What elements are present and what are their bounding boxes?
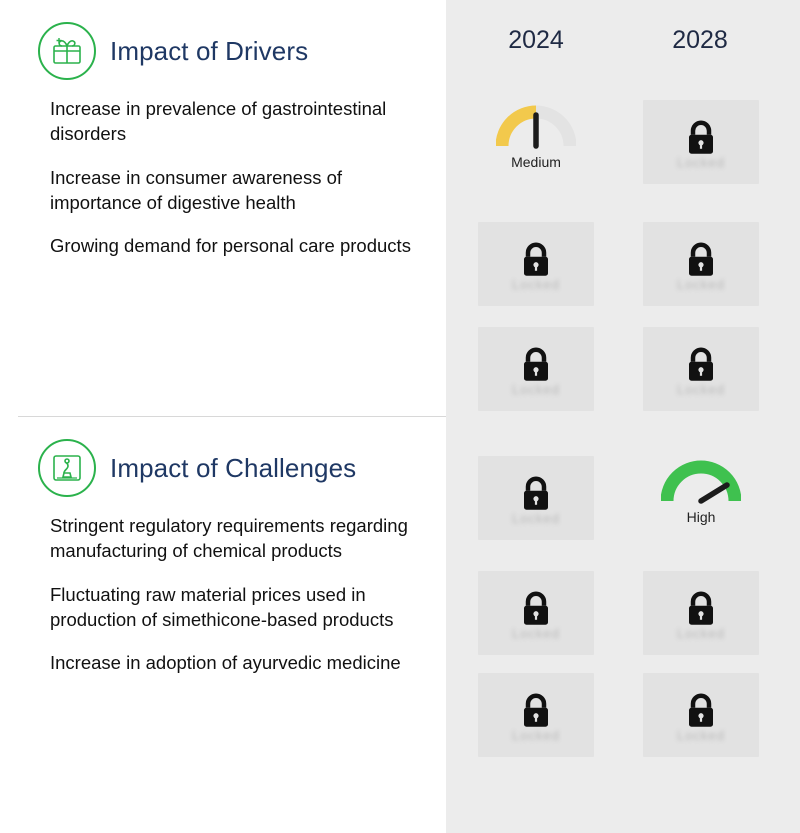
cell-drivers-r3-2024[interactable]: [478, 327, 594, 411]
cell-challenges-r1-2028: [643, 459, 759, 543]
cell-drivers-r3-2028[interactable]: [643, 327, 759, 411]
gauge-high-2028: [643, 459, 759, 543]
locked-placeholder-text: Locked: [677, 277, 725, 292]
driver-bullet-1: Increase in prevalence of gastrointestinal disorders: [50, 98, 387, 145]
locked-placeholder-text: Locked: [512, 511, 560, 526]
locked-value-box[interactable]: [478, 673, 594, 757]
locked-value-box[interactable]: [643, 571, 759, 655]
locked-placeholder-text: Locked: [677, 626, 725, 641]
section-drivers-header: [0, 0, 446, 80]
section-challenges-title: Impact of Challenges: [110, 452, 357, 483]
cell-drivers-r1-2028[interactable]: [643, 100, 759, 184]
challenge-bullet-2: Fluctuating raw material prices used in production of simethicone-based products: [50, 583, 394, 631]
gauge-label-medium: Medium: [511, 154, 561, 170]
locked-value-box[interactable]: [478, 222, 594, 306]
driver-bullet-3: Growing demand for personal care products: [50, 235, 411, 257]
cell-challenges-r2-2028[interactable]: [643, 571, 759, 655]
locked-value-box[interactable]: [643, 222, 759, 306]
locked-value-box[interactable]: [478, 327, 594, 411]
locked-placeholder-text: Locked: [677, 155, 725, 170]
cell-challenges-r3-2028[interactable]: [643, 673, 759, 757]
cell-challenges-r2-2024[interactable]: [478, 571, 594, 655]
section-challenges-header: [0, 417, 446, 497]
gauge-medium-2024: [478, 104, 594, 188]
section-drivers-bullets: [0, 96, 446, 259]
section-drivers: [0, 0, 446, 417]
gauge-arc: [661, 459, 741, 505]
locked-value-box[interactable]: [478, 456, 594, 540]
gauge-arc: [496, 104, 576, 150]
locked-placeholder-text: Locked: [512, 277, 560, 292]
column-header-2024: 2024: [508, 26, 564, 54]
section-challenges-bullets: [0, 513, 446, 676]
cell-challenges-r1-2024[interactable]: [478, 456, 594, 540]
challenge-bullet-1: Stringent regulatory requirements regarding manufacturing of chemical products: [50, 515, 408, 562]
cell-challenges-r3-2024[interactable]: [478, 673, 594, 757]
locked-placeholder-text: Locked: [677, 728, 725, 743]
locked-value-box[interactable]: [643, 673, 759, 757]
locked-placeholder-text: Locked: [677, 382, 725, 397]
cell-drivers-r1-2024: [478, 104, 594, 188]
locked-placeholder-text: Locked: [512, 626, 560, 641]
driver-bullet-2: Increase in consumer awareness of importance of digestive health: [50, 166, 343, 214]
locked-placeholder-text: Locked: [512, 382, 560, 397]
locked-value-box[interactable]: [643, 100, 759, 184]
cell-drivers-r2-2028[interactable]: [643, 222, 759, 306]
challenges-icon: [38, 439, 96, 497]
section-challenges: [0, 417, 446, 833]
drivers-icon: [38, 22, 96, 80]
column-header-2028: 2028: [672, 26, 728, 54]
locked-value-box[interactable]: [478, 571, 594, 655]
section-drivers-title: Impact of Drivers: [110, 35, 309, 66]
cell-drivers-r2-2024[interactable]: [478, 222, 594, 306]
locked-value-box[interactable]: [643, 327, 759, 411]
gauge-label-high: High: [686, 509, 716, 525]
challenge-bullet-3: Increase in adoption of ayurvedic medicine: [50, 652, 401, 674]
locked-placeholder-text: Locked: [512, 728, 560, 743]
